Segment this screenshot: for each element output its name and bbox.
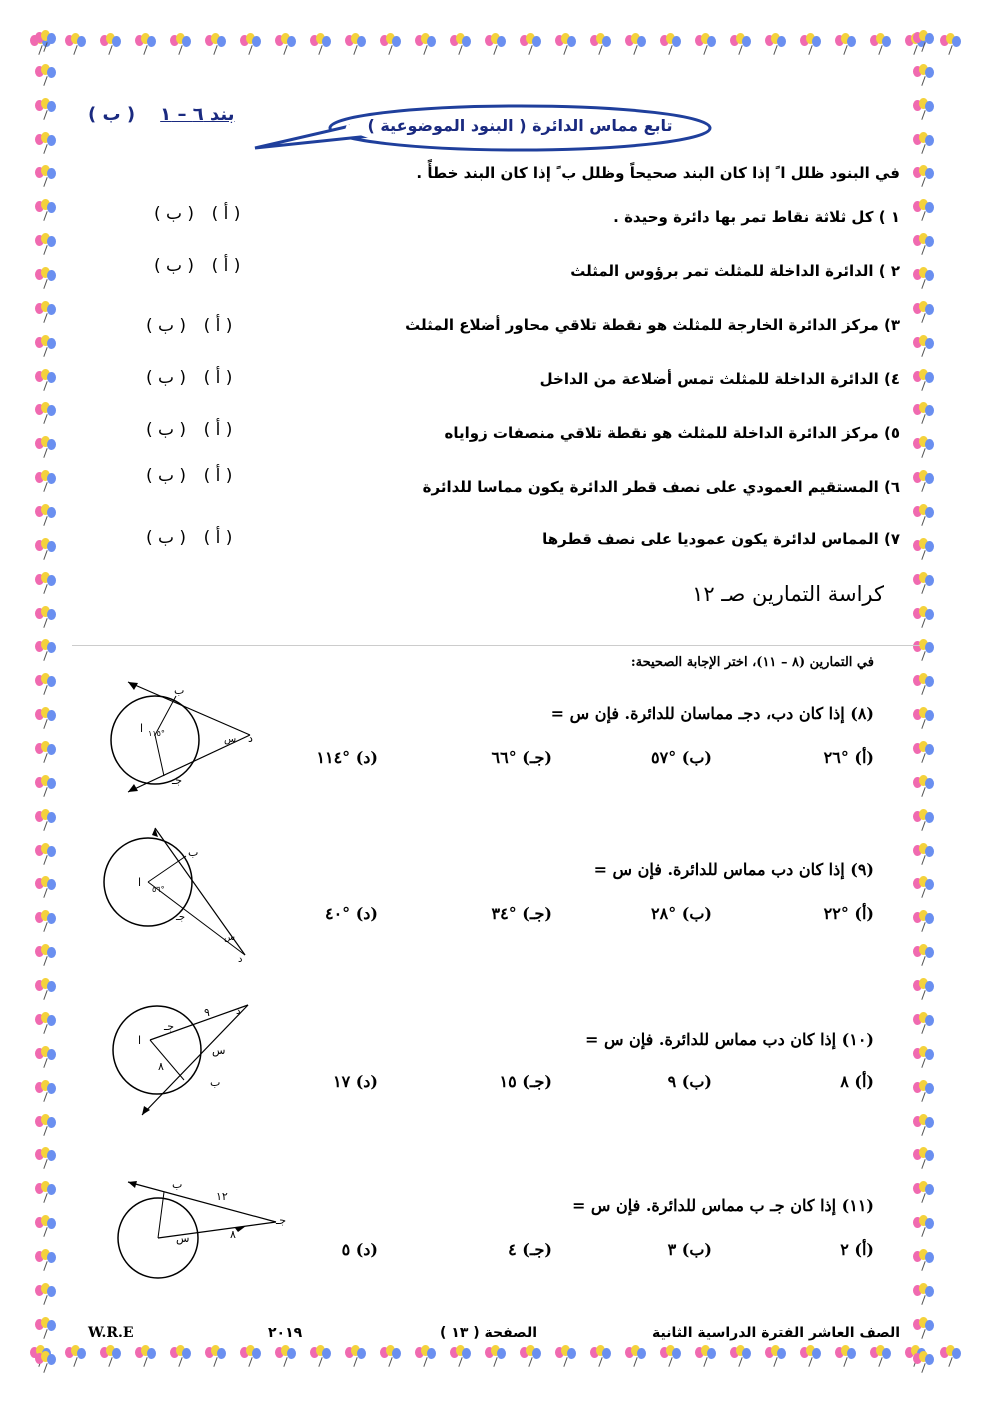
balloon-icon [765,1345,787,1367]
balloon-icon [913,876,935,898]
balloon-icon [913,978,935,1000]
balloon-icon [913,267,935,289]
tf-item: ٦) المستقيم العمودي على نصف قطر الدائرة يكون مماسا للدائرة [422,478,900,496]
balloon-icon [205,1345,227,1367]
balloon-icon [870,33,892,55]
balloon-icon [913,741,935,763]
mc-option[interactable]: (د) ٥ [341,1240,378,1259]
tf-options [140,316,244,336]
balloon-icon [310,33,332,55]
figure-q9 [100,820,260,965]
balloon-icon [35,301,57,323]
tf-options [140,420,244,440]
tf-options [140,528,244,548]
footer-year: ٢٠١٩ [268,1325,303,1341]
balloon-icon [835,33,857,55]
tf-options [140,466,244,486]
balloon-icon [660,1345,682,1367]
balloon-icon [35,64,57,86]
balloon-icon [450,1345,472,1367]
label-B: ب [210,1076,221,1089]
balloon-icon [35,1114,57,1136]
balloon-icon [35,30,57,52]
mc-option[interactable]: (جـ) ١٥ [499,1072,552,1091]
balloon-icon [913,1249,935,1271]
decorative-border-left [30,30,62,1373]
balloon-icon [913,843,935,865]
balloon-icon [913,538,935,560]
balloon-icon [380,33,402,55]
circle [111,696,199,784]
circle [113,1006,201,1094]
balloon-icon [913,436,935,458]
balloon-icon [35,98,57,120]
label-C: جـ [172,774,183,787]
balloon-icon [913,1215,935,1237]
balloon-icon [415,1345,437,1367]
balloon-icon [913,504,935,526]
callout-title: تابع مماس الدائرة ( البنود الموضوعية ) [367,116,673,135]
balloon-icon [170,1345,192,1367]
figure-q11 [100,1170,300,1280]
footer-page: الصفحة ( ١٣ ) [440,1325,538,1341]
balloon-icon [35,1283,57,1305]
label-x: س [212,1044,226,1057]
balloon-icon [275,1345,297,1367]
label-D: د [248,732,253,745]
decorative-border-right [908,30,940,1373]
figure-q10 [100,1000,260,1120]
mc-option[interactable]: (ب) ٣ [667,1240,712,1259]
balloon-icon [625,1345,647,1367]
balloon-icon [800,1345,822,1367]
balloon-icon [913,98,935,120]
decorative-border-bottom [30,1340,962,1372]
mc-option[interactable]: (أ) ٢ [840,1240,874,1259]
balloon-icon [590,33,612,55]
label-B: ب [174,684,185,697]
option-b[interactable]: ( ب ) [145,420,187,440]
workbook-reference: كراسة التمارين صـ ١٢ [692,582,884,606]
balloon-icon [913,199,935,221]
balloon-icon [913,1147,935,1169]
label-t: ١٢ [216,1190,228,1203]
mc-option[interactable]: (ب) ٩ [667,1072,712,1091]
balloon-icon [35,606,57,628]
balloon-icon [35,1012,57,1034]
balloon-icon [35,1317,57,1339]
balloon-icon [800,33,822,55]
balloon-icon [913,132,935,154]
balloon-icon [913,707,935,729]
mc-intro: في التمارين (٨ – ١١)، اختر الإجابة الصحيحة: [630,655,874,670]
label-t: ٩ [204,1006,210,1019]
balloon-icon [913,639,935,661]
section-suffix: ( ب ) [88,104,136,125]
balloon-icon [240,33,262,55]
balloon-icon [35,436,57,458]
balloon-icon [913,369,935,391]
label-x: س [176,1232,190,1245]
balloon-icon [625,33,647,55]
balloon-icon [913,1080,935,1102]
mc-option[interactable]: (أ) ٨ [840,1072,874,1091]
balloon-icon [135,33,157,55]
balloon-icon [555,33,577,55]
balloon-icon [35,572,57,594]
balloon-icon [913,402,935,424]
tf-item: ٧) المماس لدائرة يكون عموديا على نصف قطرها [542,530,900,548]
balloon-icon [100,1345,122,1367]
balloon-icon [35,504,57,526]
balloon-icon [913,165,935,187]
option-a[interactable]: ( أ ) [211,204,241,224]
label-x: س [224,933,235,943]
balloon-icon [913,1317,935,1339]
mc-option[interactable]: (جـ) ٤ [508,1240,552,1259]
balloon-icon [913,910,935,932]
tf-options [148,204,252,224]
mc-option[interactable]: (د) °١١٤ [316,748,378,767]
balloon-icon [35,1215,57,1237]
label-s: ٨ [230,1228,236,1241]
mc-option[interactable]: (ب) °٢٨ [651,904,712,923]
balloon-icon [913,1046,935,1068]
mc-option[interactable]: (أ) °٢٦ [823,748,874,767]
balloon-icon [913,1114,935,1136]
balloon-icon [240,1345,262,1367]
balloon-icon [35,707,57,729]
tf-item: ٣) مركز الدائرة الخارجة للمثلث هو نقطة تلاقي محاور أضلاع المثلث [405,316,900,334]
balloon-icon [35,267,57,289]
balloon-icon [913,606,935,628]
balloon-icon [310,1345,332,1367]
tf-options [140,368,244,388]
label-angle: ٥٦° [152,885,165,894]
label-C: جـ [276,1214,287,1227]
balloon-icon [65,33,87,55]
balloon-icon [35,876,57,898]
balloon-icon [35,538,57,560]
option-a[interactable]: ( أ ) [203,368,233,388]
balloon-icon [940,33,962,55]
mc-option[interactable]: (ب) °٥٧ [651,748,712,767]
mc-option[interactable]: (أ) °٢٢ [823,904,874,923]
label-A: ا [140,722,144,735]
mc-option[interactable]: (د) °٤٠ [324,904,378,923]
balloon-icon [35,470,57,492]
balloon-icon [913,775,935,797]
balloon-icon [35,233,57,255]
mc-option[interactable]: (جـ) °٦٦ [491,748,552,767]
label-B: ب [188,846,199,859]
balloon-icon [275,33,297,55]
balloon-icon [913,809,935,831]
balloon-icon [913,1181,935,1203]
option-a[interactable]: ( أ ) [203,466,233,486]
balloon-icon [35,639,57,661]
balloon-icon [35,165,57,187]
balloon-icon [35,843,57,865]
balloon-icon [35,1181,57,1203]
option-b[interactable]: ( ب ) [153,204,195,224]
balloon-icon [35,1080,57,1102]
balloon-icon [485,33,507,55]
balloon-icon [35,741,57,763]
mc-question: (٨) إذا كان دب، دجـ مماسان للدائرة. فإن س = [550,704,874,723]
balloon-icon [913,30,935,52]
mc-option[interactable]: (جـ) °٣٤ [491,904,552,923]
option-a[interactable]: ( أ ) [203,528,233,548]
balloon-icon [35,910,57,932]
balloon-icon [913,233,935,255]
label-A: ا [138,876,142,889]
balloon-icon [35,335,57,357]
balloon-icon [870,1345,892,1367]
balloon-icon [35,775,57,797]
balloon-icon [913,1283,935,1305]
tf-options [148,256,252,276]
balloon-icon [940,1345,962,1367]
balloon-icon [35,369,57,391]
label-r: ٨ [158,1060,164,1073]
balloon-icon [913,335,935,357]
label-A: ا [138,1034,142,1047]
balloon-icon [35,978,57,1000]
balloon-icon [835,1345,857,1367]
label-B: ب [172,1178,183,1191]
tf-item: ٢ ) الدائرة الداخلة للمثلث تمر برؤوس المثلث [570,262,900,280]
balloon-icon [35,199,57,221]
balloon-icon [35,402,57,424]
balloon-icon [730,33,752,55]
balloon-icon [170,33,192,55]
label-C: جـ [164,1020,175,1033]
balloon-icon [35,1249,57,1271]
balloon-icon [913,1351,935,1373]
label-D: د [236,1006,241,1017]
tf-item: ٤) الدائرة الداخلة للمثلث تمس أضلاعة من الداخل [539,370,900,388]
mc-question: (٩) إذا كان دب مماس للدائرة. فإن س = [593,860,874,879]
balloon-icon [913,1012,935,1034]
section-number: بند ٦ – ١ [160,104,235,125]
footer-grade: الصف العاشر الفترة الدراسية الثانية [652,1325,900,1341]
balloon-icon [35,944,57,966]
option-b[interactable]: ( ب ) [145,528,187,548]
balloon-icon [765,33,787,55]
balloon-icon [345,1345,367,1367]
footer-author: W.R.E [88,1325,134,1341]
option-b[interactable]: ( ب ) [145,316,187,336]
divider [72,645,920,646]
label-x: س [224,734,237,745]
tf-item: ١ ) كل ثلاثة نقاط تمر بها دائرة وحيدة . [613,208,900,226]
option-b[interactable]: ( ب ) [145,466,187,486]
balloon-icon [65,1345,87,1367]
instructions: في البنود ظلل ا ً إذا كان البند صحيحاً وظلل ب ً إذا كان البند خطأً . [416,164,900,182]
balloon-icon [205,33,227,55]
balloon-icon [913,572,935,594]
decorative-border-top [30,28,962,60]
balloon-icon [660,33,682,55]
option-a[interactable]: ( أ ) [211,256,241,276]
option-a[interactable]: ( أ ) [203,316,233,336]
label-angle: ١١٥° [148,729,165,738]
mc-question: (١٠) إذا كان دب مماس للدائرة. فإن س = [584,1030,874,1049]
balloon-icon [485,1345,507,1367]
balloon-icon [35,809,57,831]
balloon-icon [100,33,122,55]
mc-option[interactable]: (د) ١٧ [332,1072,378,1091]
section-label [88,104,235,125]
balloon-icon [35,1147,57,1169]
balloon-icon [695,33,717,55]
mc-question: (١١) إذا كان جـ ب مماس للدائرة. فإن س = [571,1196,874,1215]
balloon-icon [345,33,367,55]
option-a[interactable]: ( أ ) [203,420,233,440]
label-C: جـ [176,912,186,923]
figure-q8 [100,680,260,800]
balloon-icon [913,944,935,966]
balloon-icon [913,673,935,695]
balloon-icon [520,1345,542,1367]
balloon-icon [450,33,472,55]
balloon-icon [35,1351,57,1373]
option-b[interactable]: ( ب ) [145,368,187,388]
balloon-icon [35,132,57,154]
balloon-icon [913,301,935,323]
balloon-icon [520,33,542,55]
balloon-icon [135,1345,157,1367]
balloon-icon [380,1345,402,1367]
balloon-icon [730,1345,752,1367]
balloon-icon [695,1345,717,1367]
balloon-icon [35,673,57,695]
option-b[interactable]: ( ب ) [153,256,195,276]
balloon-icon [555,1345,577,1367]
balloon-icon [913,64,935,86]
balloon-icon [913,470,935,492]
label-D: د [238,954,243,965]
balloon-icon [590,1345,612,1367]
tf-item: ٥) مركز الدائرة الداخلة للمثلث هو نقطة تلاقي منصفات زواياه [444,424,900,442]
balloon-icon [35,1046,57,1068]
balloon-icon [415,33,437,55]
